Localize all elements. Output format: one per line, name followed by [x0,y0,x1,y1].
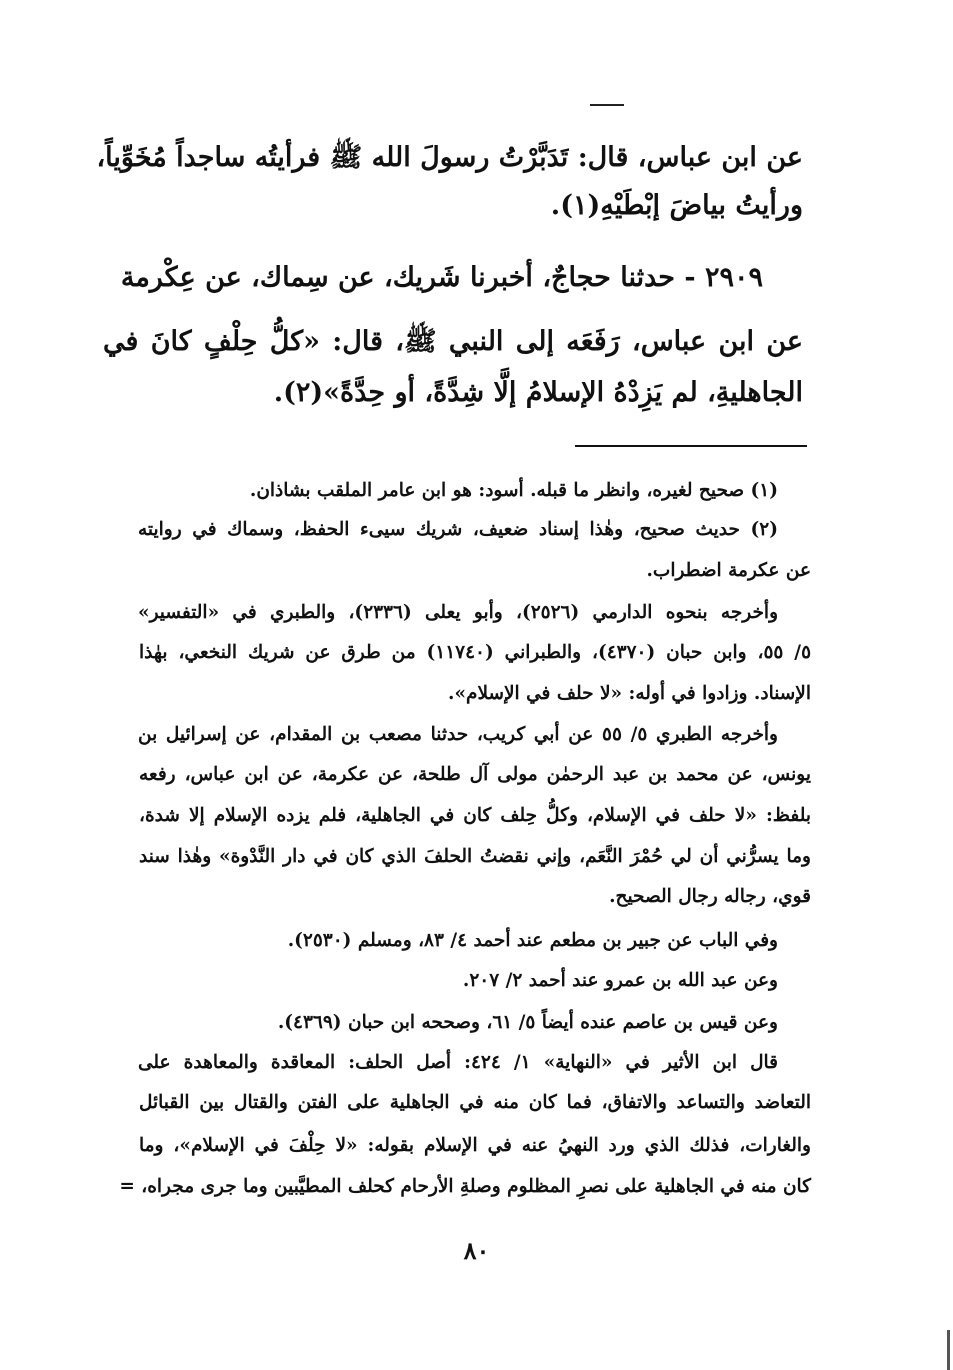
footnote-para-5: وعن قيس بن عاصم عنده أيضاً ٥/ ٦١، وصححه ابن حبان (٤٣٦٩). [277,1012,778,1033]
footnote-para-2-line-5: قوي، رجاله رجال الصحيح. [609,886,811,907]
main-text-line-1: عن ابن عباس، قال: تَدَبَّرْتُ رسولَ الله ﷺ فرأيتُه ساجداً مُخَوِّياً، [96,142,803,173]
footnote-para-6-line-2: التعاضد والتساعد والاتفاق، فما كان منه في الجاهلية على الفتن والقتال بين القبائل [139,1092,811,1113]
page-number: ٨٠ [463,1236,490,1265]
footnote-2-line-2: عن عكرمة اضطراب. [646,560,811,581]
footnote-para-3: وفي الباب عن جبير بن مطعم عند أحمد ٤/ ٨٣، ومسلم (٢٥٣٠). [287,930,778,951]
footnote-para-6-line-4: كان منه في الجاهلية على نصرِ المظلوم وصلةِ الأرحام كحلف المطيَّبين وما جرى مجراه، = [119,1176,811,1197]
page-edge-mark [947,1330,950,1370]
hadith-2909-line-1: ٢٩٠٩ - حدثنا حجاجٌ، أخبرنا شَريك، عن سِماك، عن عِكْرمة [120,262,763,293]
footnote-para-1-line-1: وأخرجه بنحوه الدارمي (٢٥٢٦)، وأبو يعلى (٢٣٣٦)، والطبري في «التفسير» [138,602,779,623]
top-mark [590,104,624,106]
hadith-2909-line-2: عن ابن عباس، رَفَعَه إلى النبي ﷺ، قال: «كلُّ حِلْفٍ كانَ في [103,326,803,357]
footnote-para-6-line-3: والغارات، فذلك الذي ورد النهيُ عنه في الإسلام بقوله: «لا حِلْفَ في الإسلام»، وما [139,1135,811,1156]
footnote-para-2-line-2: يونس، عن محمد بن عبد الرحمٰن مولى آل طلحة، عن عكرمة، عن ابن عباس، رفعه [139,764,811,785]
footnote-divider [575,445,807,447]
footnote-para-2-line-3: بلفظ: «لا حلف في الإسلام، وكلُّ حِلف كان في الجاهلية، فلم يزده الإسلام إلا شدة، [139,805,811,826]
footnote-para-4: وعن عبد الله بن عمرو عند أحمد ٢/ ٢٠٧. [462,970,778,991]
footnote-para-1-line-2: ٥/ ٥٥، وابن حبان (٤٣٧٠)، والطبراني (١١٧٤٠) من طرق عن شريك النخعي، بهٰذا [139,642,811,663]
main-text-line-2: ورأيتُ بياضَ إبْطَيْهِ(١). [550,190,803,221]
footnote-para-2-line-1: وأخرجه الطبري ٥/ ٥٥ عن أبي كريب، حدثنا مصعب بن المقدام، عن إسرائيل بن [138,724,778,745]
footnote-para-6-line-1: قال ابن الأثير في «النهاية» ١/ ٤٢٤: أصل الحلف: المعاقدة والمعاهدة على [138,1052,778,1073]
footnote-para-2-line-4: وما يسرُّني أن لي حُمْرَ النَّعَم، وإني نقضتُ الحلفَ الذي كان في دار النَّدْوة» وهٰذا سند [139,846,811,867]
hadith-2909-line-3: الجاهليةِ، لم يَزِدْهُ الإسلامُ إلَّا شِدَّةً، أو حِدَّةً»(٢). [273,377,803,408]
footnote-para-1-line-3: الإسناد. وزادوا في أوله: «لا حلف في الإسلام». [448,683,811,704]
footnote-2-line-1: (٢) حديث صحيح، وهٰذا إسناد ضعيف، شريك سيىء الحفظ، وسماك في روايته [138,519,778,540]
footnote-1: (١) صحيح لغيره، وانظر ما قبله. أسود: هو ابن عامر الملقب بشاذان. [249,480,778,501]
